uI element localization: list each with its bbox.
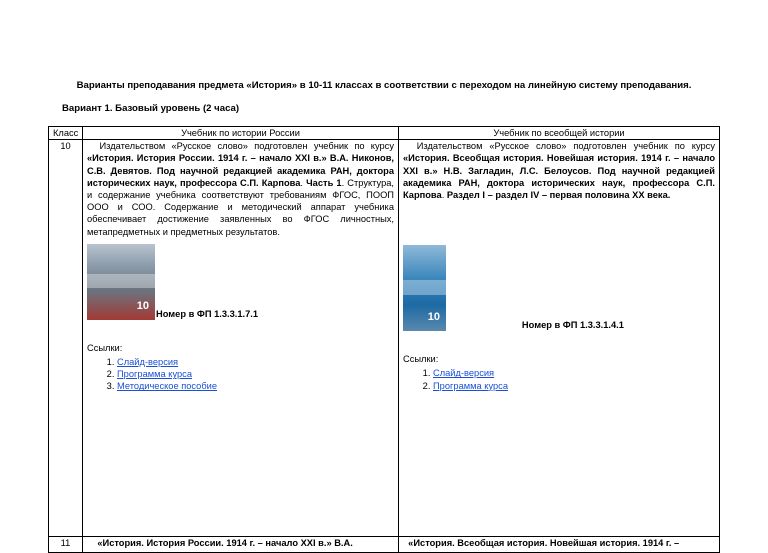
russia-cell — [83, 537, 399, 553]
cover-grade-label: 10 — [136, 299, 149, 312]
russia-links-label: Ссылки: — [87, 342, 123, 353]
header-world: Учебник по всеобщей истории — [399, 127, 720, 140]
list-item — [433, 367, 715, 379]
world-dot: . — [441, 190, 447, 201]
grade-cell: 11 — [49, 537, 83, 553]
world-book-cover — [403, 245, 446, 331]
russia-intro: Издательством «Русское слово» подготовлен учебник по курсу — [99, 141, 394, 152]
russia-part: Часть 1 — [306, 177, 342, 188]
link-slides[interactable]: Слайд-версия — [433, 368, 495, 379]
russia-rest: . Структура, и содержание учебника соответствуют требованиям ФГОС, ПООП ООО и СОО. Содержание и методический аппарат учебника обеспечивает достижение заявленных во ФГОС личностных, метапредметных и предметных результатов. — [87, 177, 394, 237]
textbook-table — [48, 126, 720, 553]
header-russia: Учебник по истории России — [83, 127, 399, 140]
world-cell — [399, 537, 720, 553]
russia-description — [87, 140, 394, 238]
world-cover-row — [403, 245, 715, 331]
list-item — [433, 380, 715, 392]
russia-book-cover — [87, 244, 155, 320]
header-grade: Класс — [49, 127, 83, 140]
russia-cover-row — [87, 244, 394, 320]
world-links-list — [403, 367, 715, 391]
cover-title-band — [403, 280, 446, 295]
world-intro: Издательством «Русское слово» подготовлен учебник по курсу — [416, 141, 715, 152]
table-header-row — [49, 127, 720, 140]
list-item — [117, 380, 394, 392]
world-description — [403, 140, 715, 201]
world-fp-number: Номер в ФП 1.3.3.1.4.1 — [521, 320, 624, 331]
list-item — [117, 368, 394, 380]
russia-cell — [83, 140, 399, 537]
russia-fp-number: Номер в ФП 1.3.3.1.7.1 — [156, 308, 259, 319]
russia-dot: . — [300, 177, 307, 188]
table-row — [49, 140, 720, 537]
world-book-title: «История. Всеобщая история. Новейшая история. 1914 г. – начало XXI в.» Н.В. Загладин, Л.С. Белоусов. Под научной редакцией академика РАН, доктора исторических наук, профессора С.П. Карпова — [403, 153, 715, 201]
russia-book-title: «История. История России. 1914 г. – начало XXI в.» В.А. — [97, 538, 353, 549]
russia-book-title: «История. История России. 1914 г. – начало XXI в.» В.А. Никонов, С.В. Девятов. Под научной редакцией академика РАН, доктора исторических наук, профессора С.П. Карпова — [87, 153, 394, 188]
list-item — [117, 356, 394, 368]
grade-cell: 10 — [49, 140, 83, 537]
russia-links-list — [87, 356, 394, 393]
link-program[interactable]: Программа курса — [117, 369, 192, 380]
link-program[interactable]: Программа курса — [433, 380, 508, 391]
cover-title-band — [87, 274, 155, 288]
link-slides[interactable]: Слайд-версия — [117, 357, 179, 368]
world-cell — [399, 140, 720, 537]
world-part: Раздел I – раздел IV – первая половина XX века. — [446, 190, 671, 201]
cover-grade-label: 10 — [427, 311, 440, 324]
link-method-guide[interactable]: Методическое пособие — [117, 381, 218, 392]
table-row — [49, 537, 720, 553]
world-book-title: «История. Всеобщая история. Новейшая история. 1914 г. – — [408, 538, 680, 549]
variant-heading: Вариант 1. Базовый уровень (2 часа) — [62, 103, 240, 114]
world-links-label: Ссылки: — [403, 354, 439, 365]
document-title: Варианты преподавания предмета «История» в 10-11 классах в соответствии с переходом на линейную систему преподавания. — [76, 80, 692, 91]
